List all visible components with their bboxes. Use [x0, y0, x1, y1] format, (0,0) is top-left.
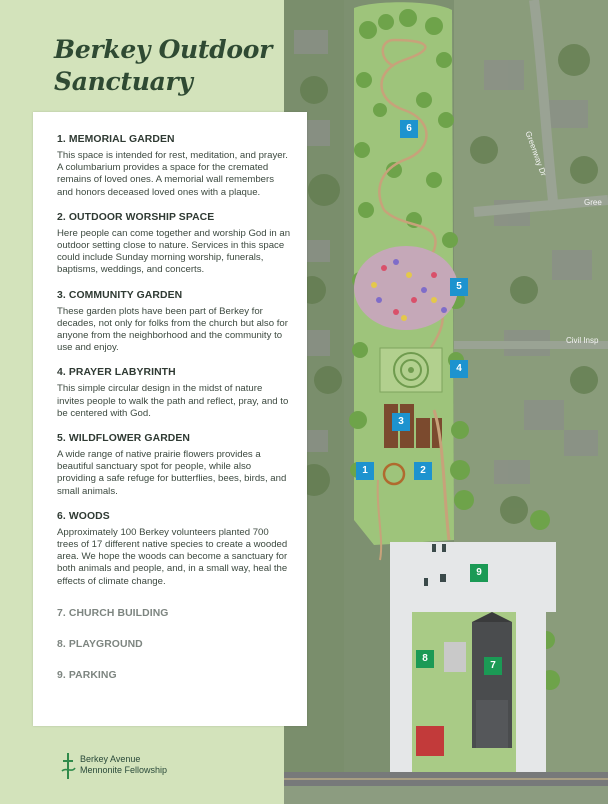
street-label-gree: Gree [584, 198, 602, 207]
legend-item-church-building [57, 608, 291, 619]
legend-item-woods [57, 511, 291, 588]
legend-item-prayer-labyrinth [57, 367, 291, 420]
title-line-2: Sanctuary [54, 67, 193, 96]
legend-item-parking [57, 670, 291, 681]
map-marker-prayer-labyrinth: 4 [450, 360, 468, 378]
legend-heading: 4. PRAYER LABYRINTH [57, 367, 176, 379]
legend-description: This space is intended for rest, meditation, and prayer. A columbarium provides a space for the cremated remains of loved ones. A memorial wall remembers and honors deceased loved ones with a plaque. [57, 150, 288, 198]
legend-heading: 1. MEMORIAL GARDEN [57, 134, 175, 145]
title-line-1: Berkey Outdoor [54, 35, 272, 64]
legend-heading: 5. WILDFLOWER GARDEN [57, 433, 191, 445]
legend-item-memorial-garden [57, 134, 291, 199]
legend-item-community-garden [57, 290, 291, 355]
legend-card [33, 112, 307, 726]
map-marker-parking: 9 [470, 564, 488, 582]
legend-description: These garden plots have been part of Berkey for decades, not only for folks from the church but also for anyone from the neighborhood and the community to use and enjoy. [57, 305, 288, 354]
dove-cross-logo-icon [60, 751, 76, 781]
map-marker-memorial-garden: 1 [356, 462, 374, 480]
map-marker-outdoor-worship: 2 [414, 462, 432, 480]
legend-heading: 2. OUTDOOR WORSHIP SPACE [57, 211, 215, 223]
legend-item-outdoor-worship [57, 212, 291, 277]
map-marker-wildflower-garden: 5 [450, 278, 468, 296]
fellowship-logo [60, 751, 220, 783]
map-marker-community-garden: 3 [392, 413, 410, 431]
site-map [284, 0, 608, 804]
street-label-civil: Civil Insp [566, 336, 599, 345]
legend-item-playground [57, 639, 291, 650]
legend-heading: 6. WOODS [57, 510, 110, 522]
logo-line-1: Berkey Avenue [80, 754, 141, 764]
legend-heading: 8. PLAYGROUND [57, 638, 143, 650]
legend-description: Approximately 100 Berkey volunteers planted 700 trees of 17 different native species to create a wooded area. We hope the woods can become a sanctuary for both animals and people, and, in a small way, heal the effects of climate change. [57, 526, 288, 587]
legend-heading: 3. COMMUNITY GARDEN [57, 289, 183, 301]
street-label-greenway: Greenway Dr [523, 130, 549, 178]
aerial-map-image [284, 0, 608, 804]
legend-description: A wide range of native prairie flowers provides a beautiful sanctuary spot for people, while also providing a safe refuge for butterflies, bees, birds, and small animals. [57, 449, 287, 497]
map-marker-woods: 6 [400, 120, 418, 138]
legend-heading: 7. CHURCH BUILDING [57, 607, 169, 619]
legend-description: Here people can come together and worship God in an outdoor setting close to nature. Services in this space could include Sunday morning worship, funerals, baptisms, weddings, and concerts. [57, 227, 291, 276]
legend-description: This simple circular design in the midst of nature invites people to walk the path and reflect, pray, and to be centered with God. [57, 383, 289, 419]
legend-item-wildflower-garden [57, 433, 291, 498]
map-marker-playground: 8 [416, 650, 434, 668]
map-marker-church-building: 7 [484, 657, 502, 675]
logo-line-2: Mennonite Fellowship [80, 765, 168, 775]
page-title [54, 34, 286, 98]
legend-heading: 9. PARKING [57, 669, 117, 681]
